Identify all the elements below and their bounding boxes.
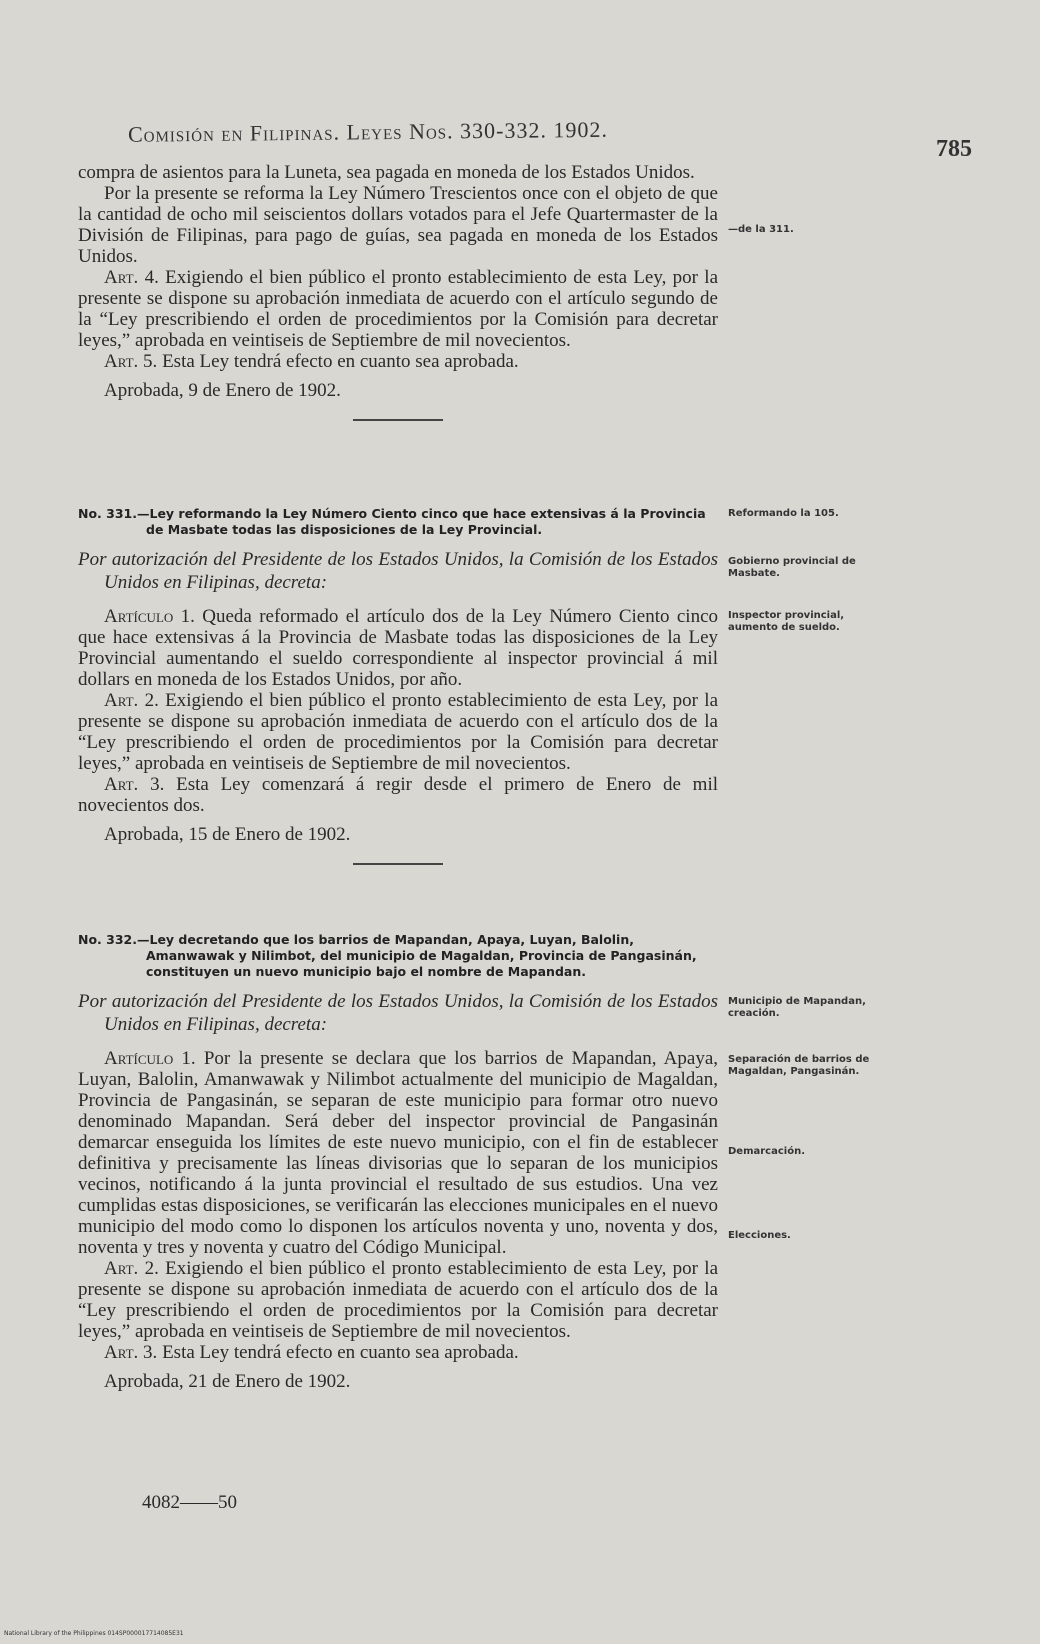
- preamble: Por autorización del Presidente de los Estados Unidos, la Comisión de los Estados Unidos en Filipinas, decreta:: [78, 549, 718, 593]
- article-text: Exigiendo el bien público el pronto establecimiento de esta Ley, por la presente se dispone su aprobación inmediata de acuerdo con el artículo dos de la “Ley prescribiendo el orden de procedimientos por la Comisión para decretar leyes,” aprobada en veintiseis de Septiembre de mil novecientos.: [78, 690, 718, 774]
- margin-note: Inspector provincial, aumento de sueldo.: [728, 610, 845, 633]
- article: [78, 1342, 718, 1363]
- article: [78, 774, 718, 816]
- article-text: Queda reformado el artículo dos de la Ley Número Ciento cinco que hace extensivas á la Provincia de Masbate todas las disposiciones de la Ley Provincial aumentando el sueldo correspondiente al inspector provincial á mil dollars en moneda de los Estados Unidos, por año.: [78, 606, 719, 690]
- margin-note: Gobierno provincial de Masbate.: [728, 556, 856, 579]
- law-332: [78, 920, 718, 1392]
- article-text: Esta Ley comenzará á regir desde el primero de Enero de mil novecientos dos.: [78, 774, 718, 816]
- article-label: Art. 4.: [104, 267, 159, 288]
- article: [78, 1048, 718, 1258]
- approval-date: Aprobada, 9 de Enero de 1902.: [104, 380, 341, 401]
- scan-credit: National Library of the Philippines 014SP000017714085E31: [4, 1630, 184, 1637]
- margin-note: Separación de barrios de Magaldan, Pangasinán.: [728, 1054, 870, 1077]
- section-continuation: [78, 162, 718, 421]
- article-label: Art. 3.: [104, 774, 165, 795]
- section-divider: [353, 419, 443, 421]
- article-text: Esta Ley tendrá efecto en cuanto sea aprobada.: [162, 351, 519, 372]
- margin-note: Reformando la 105.: [728, 508, 839, 519]
- article: [78, 351, 718, 372]
- margin-note: Demarcación.: [728, 1146, 806, 1157]
- article-text: Exigiendo el bien público el pronto establecimiento de esta Ley, por la presente se dispone su aprobación inmediata de acuerdo con el artículo dos de la “Ley prescribiendo el orden de procedimientos por la Comisión para decretar leyes,” aprobada en veintiseis de Septiembre de mil novecientos.: [78, 1258, 718, 1342]
- article-label: Art. 2.: [104, 1258, 159, 1279]
- article-label: Art. 2.: [104, 690, 159, 711]
- printer-signature: 4082——50: [142, 1492, 237, 1513]
- margin-note: —de la 311.: [728, 224, 794, 235]
- section-divider: [353, 863, 443, 865]
- article: [78, 690, 718, 774]
- approval-date: Aprobada, 21 de Enero de 1902.: [104, 1371, 351, 1392]
- article-text: Esta Ley tendrá efecto en cuanto sea aprobada.: [162, 1342, 519, 1363]
- article-label: Art. 5.: [104, 351, 158, 372]
- law-331: [78, 494, 718, 865]
- law-title: No. 332.—Ley decretando que los barrios de Mapandan, Apaya, Luyan, Balolin, Amanwawak y Nilimbot, del municipio de Magaldan, Provincia de Pangasinán, constituyen un nuevo municipio bajo el nombre de Mapandan.: [78, 932, 697, 979]
- article-label: Artículo 1.: [104, 1048, 196, 1069]
- paragraph: Por la presente se reforma la Ley Número Trescientos once con el objeto de que la cantidad de ocho mil seiscientos dollars votados para el Jefe Quartermaster de la División de Filipinas, para pago de guías, sea pagada en moneda de los Estados Unidos.: [78, 183, 718, 267]
- page-number: 785: [936, 136, 972, 162]
- article-label: Art. 3.: [104, 1342, 158, 1363]
- article-text: Por la presente se declara que los barrios de Mapandan, Apaya, Luyan, Balolin, Amanwawak y Nilimbot actualmente del municipio de Magaldan, Provincia de Pangasinán, se separan de este municipio para formar otro nuevo denominado Mapandan. Será deber del inspector provincial de Pangasinán demarcar enseguida los límites de este nuevo municipio, con el fin de establecer definitiva y precisamente las líneas divisorias que lo separan de los municipios vecinos, notificando á la junta provincial el resultado de sus estudios. Una vez cumplidas estas disposiciones, se verificarán las elecciones municipales en el nuevo municipio del modo como lo disponen los artículos noventa y uno, noventa y dos, noventa y tres y noventa y cuatro del Código Municipal.: [78, 1048, 718, 1258]
- law-title: No. 331.—Ley reformando la Ley Número Ciento cinco que hace extensivas á la Provincia de Masbate todas las disposiciones de la Ley Provincial.: [78, 506, 706, 537]
- approval-date: Aprobada, 15 de Enero de 1902.: [104, 824, 351, 845]
- running-header: [128, 114, 848, 148]
- article: [78, 606, 718, 690]
- margin-note: Elecciones.: [728, 1230, 791, 1241]
- preamble: Por autorización del Presidente de los Estados Unidos, la Comisión de los Estados Unidos en Filipinas, decreta:: [78, 991, 718, 1035]
- running-title: Comisión en Filipinas. Leyes Nos. 330-332. 1902.: [127, 116, 609, 147]
- article-text: Exigiendo el bien público el pronto establecimiento de esta Ley, por la presente se dispone su aprobación inmediata de acuerdo con el artículo segundo de la “Ley prescribiendo el orden de procedimientos por la Comisión para decretar leyes,” aprobada en veintiseis de Septiembre de mil novecientos.: [78, 267, 718, 351]
- paragraph: compra de asientos para la Luneta, sea pagada en moneda de los Estados Unidos.: [78, 162, 695, 183]
- margin-note: Municipio de Mapandan, creación.: [728, 996, 866, 1019]
- article: [78, 1258, 718, 1342]
- article: [78, 267, 718, 351]
- article-label: Artículo 1.: [104, 606, 195, 627]
